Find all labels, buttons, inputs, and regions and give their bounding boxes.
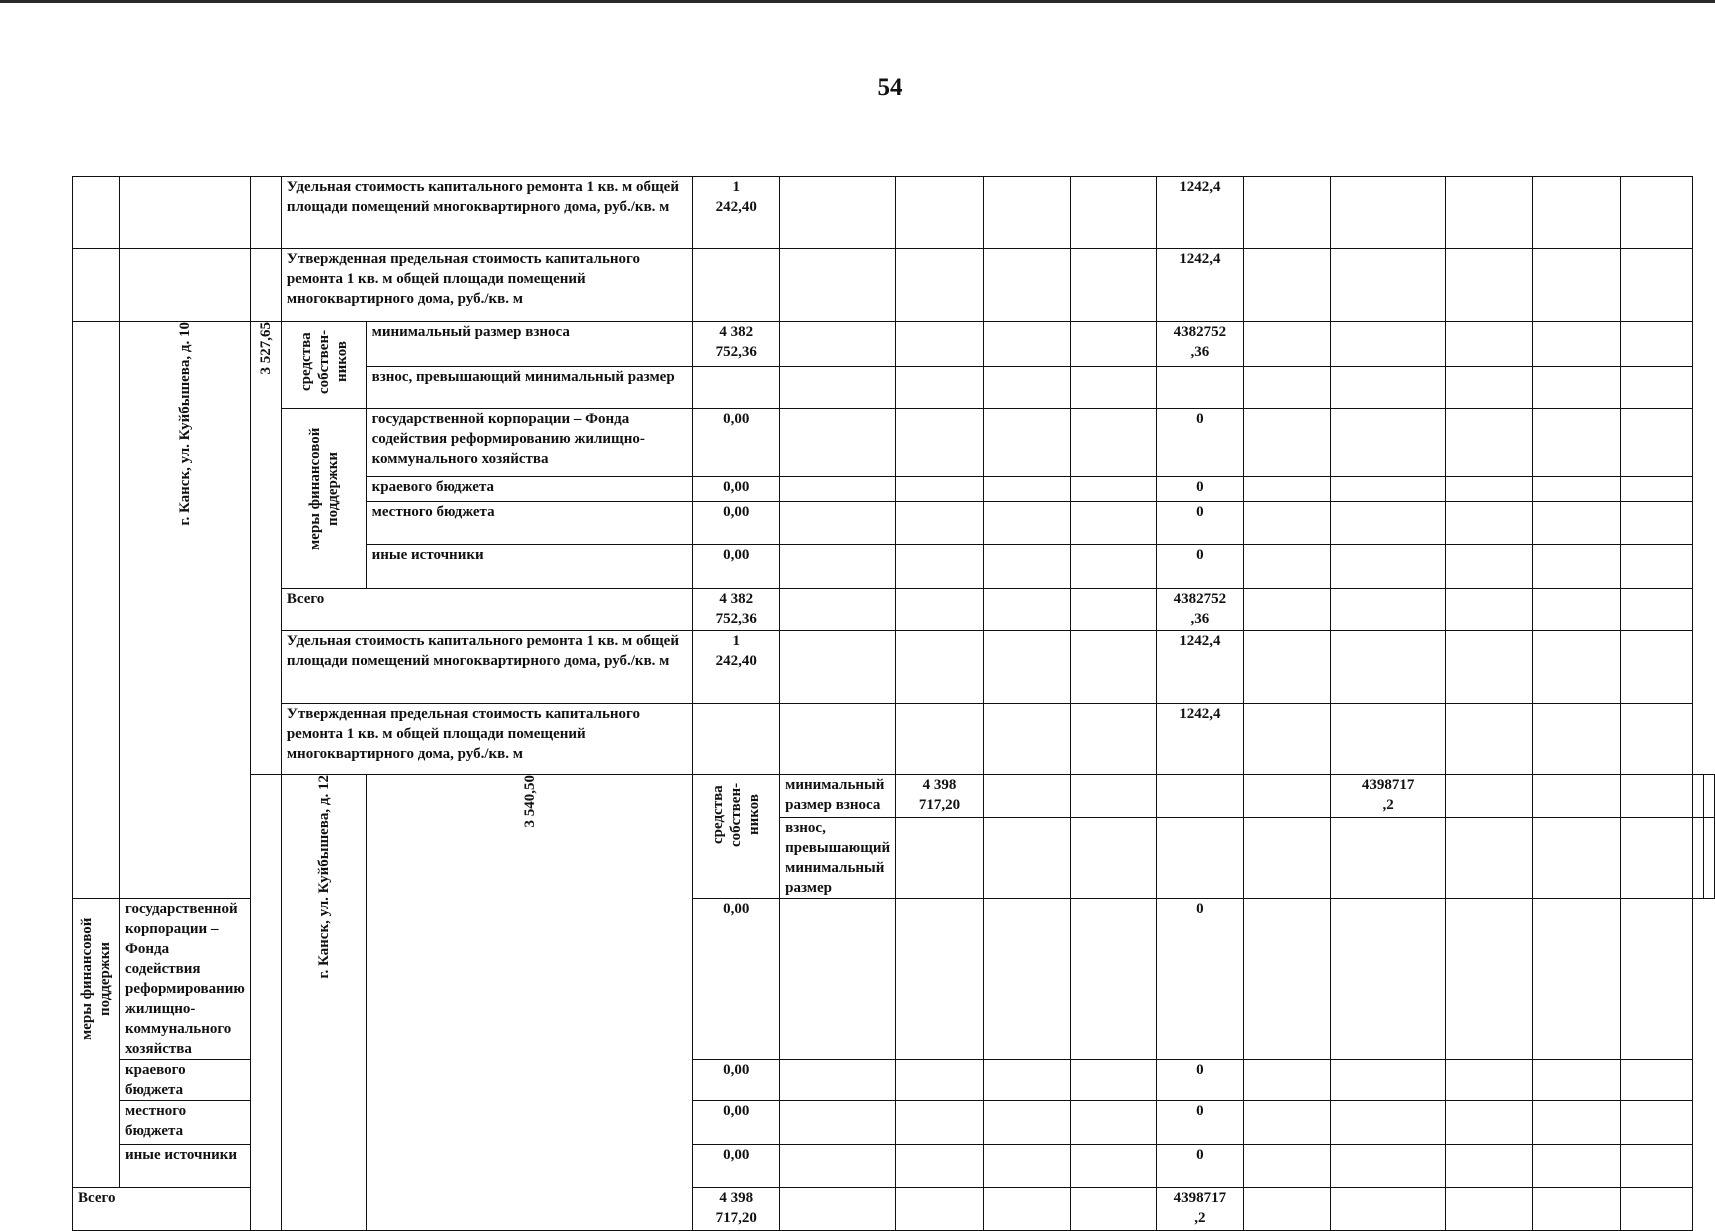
other-label: иные источники xyxy=(366,545,693,589)
regional-label: краевого бюджета xyxy=(366,477,693,502)
over-min-label: взнос, превышающий минимальный размер xyxy=(780,818,896,899)
blank-cell xyxy=(73,177,120,249)
regional-total: 0 xyxy=(1157,477,1244,502)
limit-cost-label: Утвержденная предельная стоимость капитального ремонта 1 кв. м общей площади помещений многоквартирного дома, руб./кв. м xyxy=(281,249,693,322)
fund-total: 0 xyxy=(1157,899,1244,1060)
table-row xyxy=(73,704,1715,775)
other-label: иные источники xyxy=(120,1145,251,1188)
total-total: 4398717 ,2 xyxy=(1157,1188,1244,1231)
regional-value: 0,00 xyxy=(693,477,780,502)
total-value: 4 382 752,36 xyxy=(693,589,780,631)
blank-cell xyxy=(73,322,120,899)
other-value: 0,00 xyxy=(693,1145,780,1188)
other-total: 0 xyxy=(1157,545,1244,589)
min-fee-total: 4382752 ,36 xyxy=(1157,322,1244,367)
total-total: 4382752 ,36 xyxy=(1157,589,1244,631)
limit-cost-total: 1242,4 xyxy=(1157,249,1244,322)
top-border-line xyxy=(0,0,1715,3)
blank-cell xyxy=(250,775,281,1231)
fund-value: 0,00 xyxy=(693,899,780,1060)
unit-cost-total: 1242,4 xyxy=(1157,177,1244,249)
table-row xyxy=(73,589,1715,631)
blank-cell xyxy=(120,177,251,249)
table-row xyxy=(73,249,1715,322)
page-number: 54 xyxy=(877,74,903,101)
house-area: 3 527,65 xyxy=(250,322,281,775)
table-row xyxy=(73,631,1715,704)
unit-cost-value: 1 242,40 xyxy=(693,177,780,249)
local-total: 0 xyxy=(1157,502,1244,545)
fund-label: государственной корпорации – Фонда содействия реформированию жилищно-коммунального хозяйства xyxy=(366,409,693,477)
regional-label: краевого бюджета xyxy=(120,1060,251,1101)
min-fee-label: минимальный размер взноса xyxy=(366,322,693,367)
table-row xyxy=(73,775,1715,818)
total-label: Всего xyxy=(73,1188,251,1231)
local-label: местного бюджета xyxy=(366,502,693,545)
support-group-label: меры финансовой поддержки xyxy=(73,899,120,1188)
local-value: 0,00 xyxy=(693,1101,780,1145)
regional-total: 0 xyxy=(1157,1060,1244,1101)
limit-cost-total: 1242,4 xyxy=(1157,704,1244,775)
total-value: 4 398 717,20 xyxy=(693,1188,780,1231)
total-label: Всего xyxy=(281,589,693,631)
capital-repair-table xyxy=(72,176,1715,1231)
table-row xyxy=(73,322,1715,367)
fund-value: 0,00 xyxy=(693,409,780,477)
min-fee-value: 4 382 752,36 xyxy=(693,322,780,367)
local-value: 0,00 xyxy=(693,502,780,545)
support-group-label: меры финансовой поддержки xyxy=(281,409,366,589)
fund-total: 0 xyxy=(1157,409,1244,477)
limit-cost-label: Утвержденная предельная стоимость капитального ремонта 1 кв. м общей площади помещений многоквартирного дома, руб./кв. м xyxy=(281,704,693,775)
unit-cost-total: 1242,4 xyxy=(1157,631,1244,704)
min-fee-total: 4398717 ,2 xyxy=(1330,775,1445,818)
other-value: 0,00 xyxy=(693,545,780,589)
unit-cost-label: Удельная стоимость капитального ремонта 1 кв. м общей площади помещений многоквартирного дома, руб./кв. м xyxy=(281,631,693,704)
local-label: местного бюджета xyxy=(120,1101,251,1145)
house-address: г. Канск, ул. Куйбышева, д. 12 xyxy=(281,775,366,1231)
house-address: г. Канск, ул. Куйбышева, д. 10 xyxy=(120,322,251,899)
table-row xyxy=(73,177,1715,249)
unit-cost-label: Удельная стоимость капитального ремонта 1 кв. м общей площади помещений многоквартирного дома, руб./кв. м xyxy=(281,177,693,249)
over-min-label: взнос, превышающий минимальный размер xyxy=(366,366,693,408)
local-total: 0 xyxy=(1157,1101,1244,1145)
min-fee-label: минимальный размер взноса xyxy=(780,775,896,818)
owners-group-label: средства собствен-ников xyxy=(281,322,366,409)
blank-cell xyxy=(250,177,281,249)
regional-value: 0,00 xyxy=(693,1060,780,1101)
other-total: 0 xyxy=(1157,1145,1244,1188)
unit-cost-value: 1 242,40 xyxy=(693,631,780,704)
house-area: 3 540,50 xyxy=(366,775,693,1231)
fund-label: государственной корпорации – Фонда содействия реформированию жилищно-коммунального хозяйства xyxy=(120,899,251,1060)
owners-group-label: средства собствен-ников xyxy=(693,775,780,899)
min-fee-value: 4 398 717,20 xyxy=(896,775,984,818)
table-row xyxy=(73,409,1715,477)
